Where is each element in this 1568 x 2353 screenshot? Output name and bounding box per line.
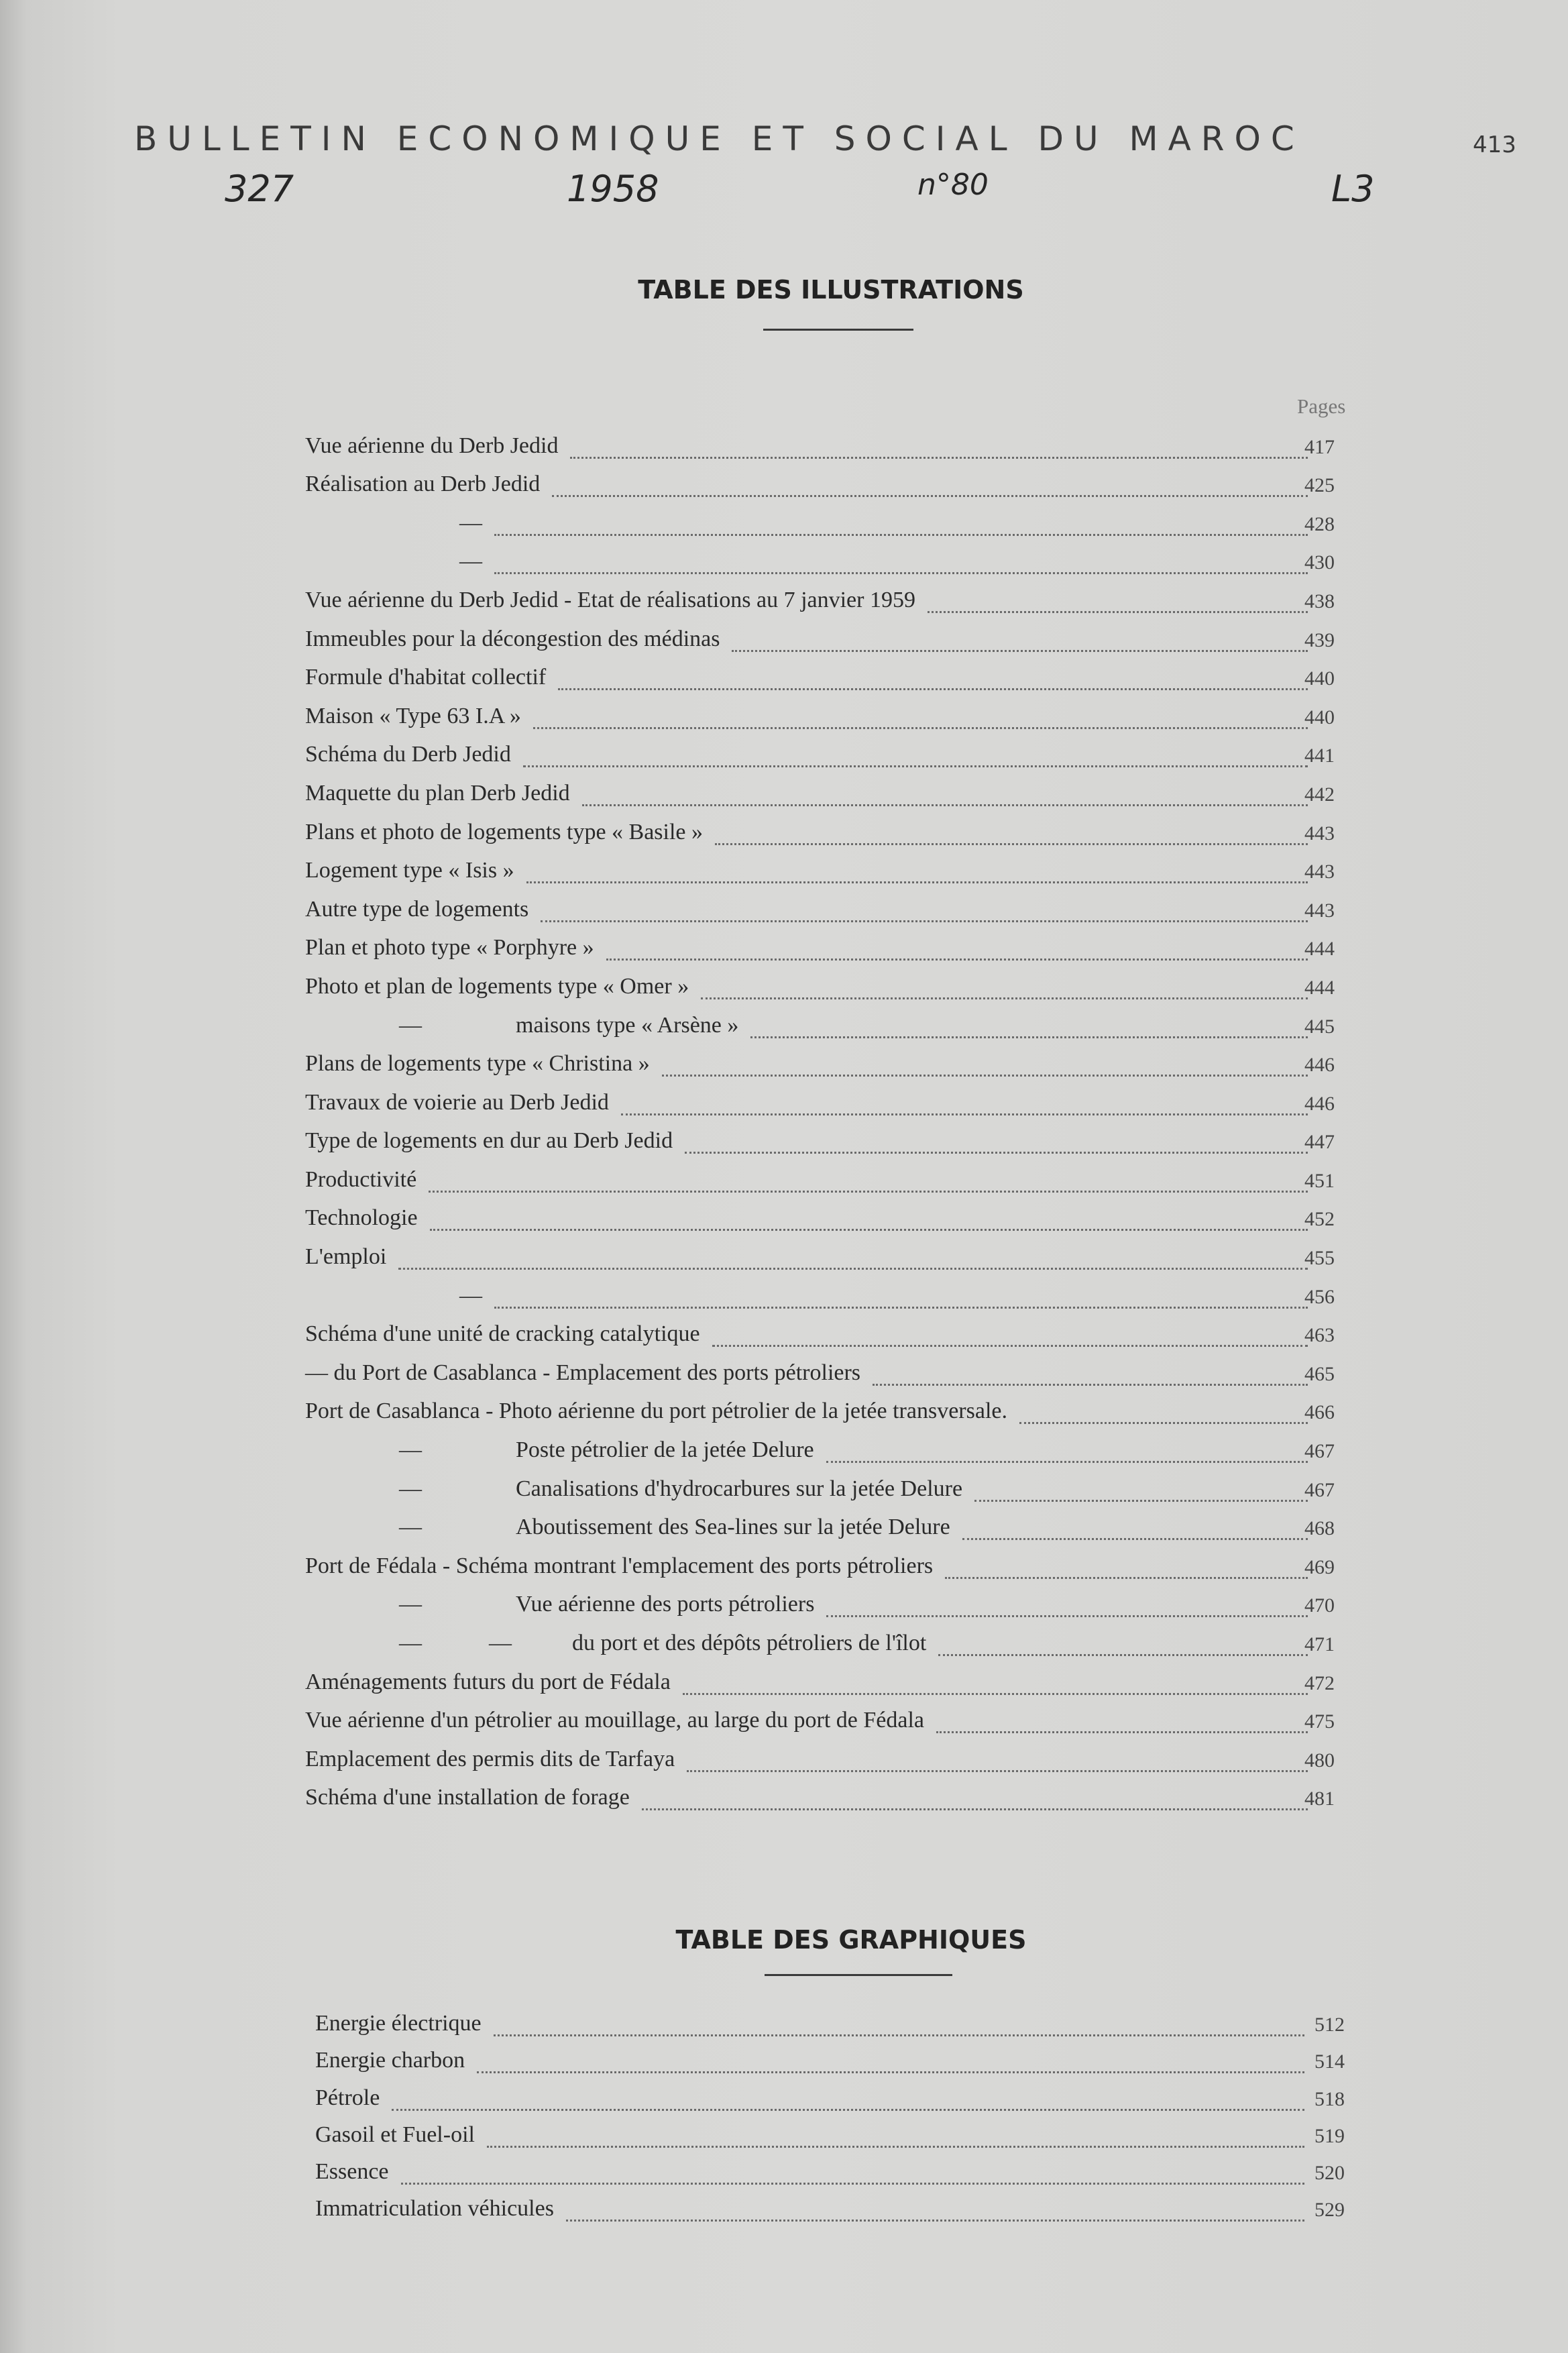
toc-entry-text: Port de Fédala - Schéma montrant l'emplacement des ports pétroliers: [305, 1553, 934, 1578]
toc-entry: [305, 1588, 1365, 1627]
toc-page-number: 428: [1304, 512, 1335, 535]
toc-entry: [305, 1627, 1365, 1665]
handwritten-note-1: 327: [225, 168, 294, 210]
toc-entry-text: Logement type « Isis »: [305, 858, 514, 883]
toc-page-number: 443: [1304, 822, 1335, 844]
toc-page-number: 468: [1304, 1517, 1335, 1540]
toc-page-number: 465: [1304, 1362, 1335, 1385]
toc-entry-text: —: [459, 549, 482, 574]
toc-entry-text: —: [399, 1437, 422, 1463]
toc-page-number: 444: [1304, 976, 1335, 999]
graphiques-list: [315, 2009, 1361, 2231]
toc-entry: [305, 661, 1365, 700]
toc-leader-dots: [621, 1111, 1308, 1115]
toc-entry: [305, 1163, 1365, 1202]
toc-page-number: 440: [1304, 667, 1335, 690]
toc-leader-dots: [398, 1265, 1308, 1270]
toc-leader-dots: [606, 956, 1308, 961]
toc-leader-dots: [429, 1188, 1308, 1193]
toc-entry: [305, 1125, 1365, 1164]
toc-entry-label: [315, 2048, 465, 2073]
toc-entry: [315, 2083, 1361, 2120]
toc-page-number: 417: [1304, 435, 1335, 458]
toc-entry-text: Aménagements futurs du port de Fédala: [305, 1669, 671, 1694]
toc-entry-label: [305, 588, 915, 613]
toc-entry-subtext: Canalisations d'hydrocarbures sur la jetée Delure: [516, 1476, 963, 1501]
toc-leader-dots: [523, 763, 1308, 767]
toc-entry-label: [305, 626, 720, 652]
toc-entry-label: [305, 1785, 630, 1810]
toc-entry-text: Energie charbon: [315, 2048, 465, 2073]
toc-leader-dots: [750, 1034, 1308, 1038]
toc-entry-text: Essence: [315, 2158, 389, 2184]
toc-entry: [305, 1395, 1365, 1434]
toc-entry: [305, 1318, 1365, 1357]
toc-entry: [305, 1743, 1365, 1782]
toc-entry-label: [305, 1360, 860, 1386]
toc-leader-dots: [401, 2180, 1304, 2185]
toc-page-number: 446: [1304, 1092, 1335, 1115]
toc-entry-label: [315, 2196, 554, 2222]
toc-page-number: 445: [1304, 1015, 1335, 1038]
toc-entry-text: —: [399, 1012, 422, 1038]
toc-entry: [305, 816, 1365, 855]
toc-page-number: 446: [1304, 1054, 1335, 1077]
toc-entry-text: Emplacement des permis dits de Tarfaya: [305, 1746, 675, 1771]
toc-entry-label: [305, 1283, 482, 1309]
toc-page-number: 456: [1304, 1285, 1335, 1308]
toc-entry: [305, 855, 1365, 893]
toc-page-number: 466: [1304, 1401, 1335, 1424]
toc-entry-label: [315, 2122, 475, 2148]
toc-leader-dots: [430, 1226, 1308, 1231]
toc-entry: [305, 1086, 1365, 1125]
toc-entry-label: [305, 433, 558, 459]
toc-entry-text: Pétrole: [315, 2085, 380, 2110]
toc-entry-label: [305, 781, 570, 806]
toc-entry-text: Vue aérienne du Derb Jedid - Etat de réalisations au 7 janvier 1959: [305, 587, 915, 612]
toc-page-number: 475: [1304, 1710, 1335, 1733]
toc-entry-subtext: Aboutissement des Sea-lines sur la jetée Delure: [516, 1515, 950, 1540]
toc-entry-text: —: [459, 510, 482, 535]
toc-entry-text: Travaux de voierie au Derb Jedid: [305, 1089, 609, 1115]
toc-entry-label: [305, 742, 511, 767]
page-number: 413: [1473, 131, 1516, 158]
toc-entry-label: [305, 1631, 926, 1656]
bulletin-header-title: BULLETIN ECONOMIQUE ET SOCIAL DU MAROC: [134, 119, 1304, 158]
toc-leader-dots: [1019, 1419, 1308, 1424]
toc-page-number: 481: [1304, 1788, 1335, 1810]
toc-entry-label: [305, 1515, 950, 1540]
toc-page-number: 447: [1304, 1131, 1335, 1154]
toc-entry-label: [305, 1476, 962, 1502]
toc-entry-label: [305, 897, 528, 922]
toc-entry-text: Plan et photo type « Porphyre »: [305, 935, 594, 961]
toc-entry-text: —: [399, 1515, 422, 1540]
toc-entry: [315, 2009, 1361, 2046]
toc-page-number: 469: [1304, 1555, 1335, 1578]
toc-leader-dots: [494, 1304, 1308, 1309]
toc-leader-dots: [494, 531, 1308, 536]
toc-entry-label: [305, 1670, 671, 1695]
toc-entry: [305, 970, 1365, 1009]
toc-page-number: 439: [1304, 628, 1335, 651]
toc-leader-dots: [712, 1342, 1308, 1347]
toc-entry-text: Formule d'habitat collectif: [305, 665, 547, 690]
toc-page-number: 472: [1304, 1672, 1335, 1694]
toc-entry: [305, 777, 1365, 816]
toc-entry: [305, 1279, 1365, 1318]
toc-entry-label: [305, 1244, 386, 1270]
toc-entry-subtext: Poste pétrolier de la jetée Delure: [516, 1437, 814, 1463]
toc-entry-text: Productivité: [305, 1166, 417, 1192]
toc-entry-text: —: [399, 1631, 422, 1655]
toc-leader-dots: [477, 2069, 1304, 2073]
toc-entry: [305, 1472, 1365, 1511]
toc-entry-text: Autre type de logements: [305, 896, 529, 922]
toc-entry: [305, 1549, 1365, 1588]
handwritten-note-2: 1958: [567, 168, 659, 210]
toc-page-number: 425: [1304, 474, 1335, 497]
toc-entry: [305, 738, 1365, 777]
toc-entry: [305, 1665, 1365, 1704]
toc-entry-text: Photo et plan de logements type « Omer »: [305, 973, 689, 999]
toc-leader-dots: [715, 840, 1308, 845]
toc-entry-text: Plans de logements type « Christina »: [305, 1051, 650, 1077]
toc-entry: [305, 1202, 1365, 1241]
toc-page-number: 518: [1314, 2087, 1345, 2110]
toc-leader-dots: [685, 1149, 1308, 1154]
toc-entry: [315, 2157, 1361, 2194]
toc-leader-dots: [826, 1458, 1308, 1463]
toc-leader-dots: [487, 2143, 1304, 2148]
toc-leader-dots: [701, 995, 1308, 999]
toc-entry-label: [305, 1708, 924, 1733]
toc-leader-dots: [873, 1381, 1308, 1386]
toc-leader-dots: [526, 879, 1308, 883]
toc-entry-subtext: —: [489, 1631, 512, 1655]
toc-entry-label: [315, 2085, 380, 2111]
toc-entry: [305, 700, 1365, 738]
toc-entry-label: [305, 1321, 700, 1347]
toc-entry-label: [305, 1051, 650, 1077]
toc-page-number: 451: [1304, 1169, 1335, 1192]
toc-leader-dots: [566, 2217, 1304, 2222]
toc-leader-dots: [938, 1651, 1308, 1656]
illustrations-title-rule: [763, 329, 913, 331]
toc-entry-text: L'emploi: [305, 1244, 387, 1270]
toc-entry-label: [305, 1437, 814, 1463]
toc-entry-label: [305, 1167, 416, 1193]
toc-page-number: 520: [1314, 2161, 1345, 2184]
toc-entry: [315, 2120, 1361, 2157]
toc-entry-label: [305, 665, 546, 690]
toc-entry-text: Gasoil et Fuel-oil: [315, 2122, 475, 2147]
toc-entry-text: Immatriculation véhicules: [315, 2196, 554, 2222]
toc-page-number: 441: [1304, 745, 1335, 767]
toc-entry-subtext: Vue aérienne des ports pétroliers: [516, 1592, 815, 1617]
toc-page-number: 467: [1304, 1440, 1335, 1463]
toc-entry: [305, 1782, 1365, 1820]
toc-entry: [305, 1433, 1365, 1472]
toc-page-number: 438: [1304, 590, 1335, 612]
toc-leader-dots: [928, 608, 1308, 613]
toc-entry: [305, 429, 1365, 468]
toc-entry-text: Vue aérienne d'un pétrolier au mouillage, au large du port de Fédala: [305, 1708, 924, 1733]
toc-entry-label: [305, 1128, 673, 1154]
toc-entry-label: [305, 974, 689, 999]
toc-page-number: 442: [1304, 783, 1335, 806]
toc-entry: [305, 932, 1365, 971]
toc-leader-dots: [541, 918, 1308, 922]
toc-entry-text: Maquette du plan Derb Jedid: [305, 780, 570, 806]
toc-entry-text: —: [399, 1592, 422, 1617]
illustrations-list: [305, 429, 1365, 1820]
toc-page-number: 440: [1304, 706, 1335, 728]
toc-entry: [305, 1704, 1365, 1743]
toc-entry-label: [305, 858, 514, 883]
toc-entry-text: Schéma du Derb Jedid: [305, 742, 511, 767]
toc-entry-label: [305, 1747, 675, 1772]
toc-entry-label: [305, 1090, 609, 1115]
toc-page-number: 470: [1304, 1594, 1335, 1617]
toc-entry-label: [315, 2011, 482, 2036]
toc-page-number: 452: [1304, 1208, 1335, 1231]
toc-entry-label: [305, 472, 540, 497]
handwritten-note-4: L3: [1331, 168, 1375, 210]
toc-page-number: 529: [1314, 2199, 1345, 2222]
toc-leader-dots: [826, 1612, 1308, 1617]
toc-entry-label: [305, 704, 521, 729]
toc-page-number: 512: [1314, 2014, 1345, 2036]
toc-entry-text: —: [459, 1282, 482, 1308]
toc-leader-dots: [662, 1072, 1308, 1077]
toc-leader-dots: [570, 454, 1308, 459]
toc-leader-dots: [392, 2106, 1304, 2111]
toc-entry: [305, 545, 1365, 584]
toc-entry: [305, 468, 1365, 507]
toc-page-number: 463: [1304, 1324, 1335, 1347]
toc-entry-text: Schéma d'une unité de cracking catalytique: [305, 1321, 700, 1347]
toc-leader-dots: [494, 569, 1308, 574]
toc-entry-text: Energie électrique: [315, 2011, 482, 2036]
toc-page-number: 471: [1304, 1633, 1335, 1655]
toc-page-number: 444: [1304, 938, 1335, 961]
toc-page-number: 519: [1314, 2124, 1345, 2147]
toc-entry-subtext: du port et des dépôts pétroliers de l'îlot: [572, 1631, 927, 1655]
toc-page-number: 443: [1304, 861, 1335, 883]
toc-leader-dots: [962, 1535, 1308, 1540]
toc-page-number: 455: [1304, 1247, 1335, 1270]
toc-entry: [305, 1048, 1365, 1087]
toc-entry-label: [305, 549, 482, 574]
toc-entry: [305, 1511, 1365, 1550]
toc-entry: [305, 1009, 1365, 1048]
toc-entry-label: [305, 820, 703, 845]
toc-page-number: 467: [1304, 1478, 1335, 1501]
toc-entry-text: Port de Casablanca - Photo aérienne du port pétrolier de la jetée transversale.: [305, 1399, 1007, 1424]
toc-entry-label: [305, 1553, 933, 1579]
toc-leader-dots: [732, 647, 1308, 652]
toc-page-number: 430: [1304, 551, 1335, 574]
toc-entry-label: [305, 1399, 1007, 1424]
handwritten-note-3: n°80: [917, 168, 989, 202]
toc-leader-dots: [683, 1690, 1308, 1695]
illustrations-title: TABLE DES ILLUSTRATIONS: [638, 275, 1024, 305]
toc-leader-dots: [945, 1574, 1308, 1579]
toc-entry-text: — du Port de Casablanca - Emplacement des ports pétroliers: [305, 1360, 861, 1385]
pages-column-label: Pages: [1297, 394, 1346, 418]
toc-entry: [305, 584, 1365, 622]
toc-entry-label: [305, 1013, 738, 1038]
toc-leader-dots: [582, 802, 1308, 806]
toc-leader-dots: [494, 2032, 1304, 2036]
toc-entry-text: Réalisation au Derb Jedid: [305, 472, 541, 497]
toc-entry-text: Maison « Type 63 I.A »: [305, 703, 521, 728]
graphiques-title: TABLE DES GRAPHIQUES: [675, 1925, 1027, 1955]
toc-entry-label: [305, 935, 594, 961]
toc-page-number: 480: [1304, 1749, 1335, 1771]
toc-entry: [305, 1356, 1365, 1395]
toc-leader-dots: [558, 686, 1308, 690]
toc-entry-label: [305, 1592, 814, 1617]
toc-entry: [305, 893, 1365, 932]
toc-entry-label: [305, 1205, 418, 1231]
toc-entry-text: Immeubles pour la décongestion des médinas: [305, 626, 720, 651]
toc-entry: [305, 506, 1365, 545]
toc-leader-dots: [642, 1806, 1308, 1810]
toc-leader-dots: [687, 1767, 1308, 1772]
toc-entry: [305, 622, 1365, 661]
toc-entry-label: [315, 2159, 389, 2185]
toc-entry-label: [305, 510, 482, 536]
toc-entry-subtext: maisons type « Arsène »: [516, 1012, 739, 1038]
toc-entry-text: Vue aérienne du Derb Jedid: [305, 433, 559, 458]
toc-leader-dots: [533, 724, 1308, 729]
toc-leader-dots: [936, 1729, 1308, 1733]
toc-entry-text: —: [399, 1476, 422, 1501]
toc-page-number: 514: [1314, 2050, 1345, 2073]
toc-entry-text: Plans et photo de logements type « Basile »: [305, 819, 704, 844]
toc-entry-text: Schéma d'une installation de forage: [305, 1785, 630, 1810]
toc-leader-dots: [974, 1497, 1308, 1502]
toc-leader-dots: [552, 492, 1308, 497]
graphiques-title-rule: [765, 1974, 952, 1976]
toc-entry: [305, 1240, 1365, 1279]
toc-entry: [315, 2194, 1361, 2231]
toc-page-number: 443: [1304, 899, 1335, 922]
toc-entry: [315, 2046, 1361, 2083]
toc-entry-text: Type de logements en dur au Derb Jedid: [305, 1128, 673, 1154]
toc-entry-text: Technologie: [305, 1205, 418, 1231]
